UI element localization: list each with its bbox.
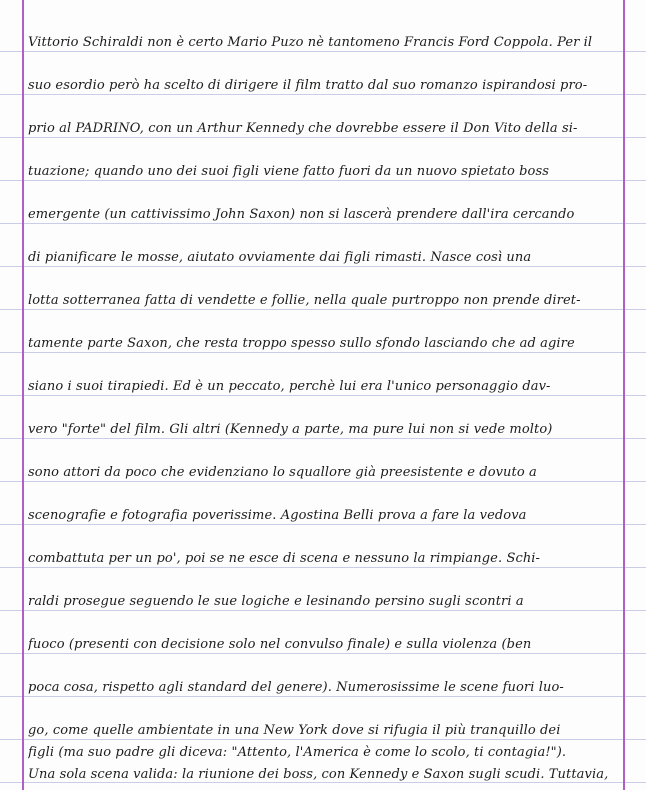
- text-line: di pianificare le mosse, aiutato ovviamente dai figli rimasti. Nasce così una: [28, 250, 532, 265]
- text-line: poca cosa, rispetto agli standard del genere). Numerosissime le scene fuori luo-: [28, 680, 564, 695]
- text-line: figli (ma suo padre gli diceva: "Attento, l'America è come lo scolo, ti contagia!").: [28, 745, 567, 760]
- text-line: fuoco (presenti con decisione solo nel convulso finale) e sulla violenza (ben: [28, 637, 532, 652]
- text-line: combattuta per un po', poi se ne esce di scena e nessuno la rimpiange. Schi-: [28, 551, 541, 566]
- text-line: lotta sotterranea fatta di vendette e follie, nella quale purtroppo non prende diret-: [28, 293, 581, 308]
- text-line: tuazione; quando uno dei suoi figli viene fatto fuori da un nuovo spietato boss: [28, 164, 549, 179]
- text-line: Vittorio Schiraldi non è certo Mario Puzo nè tantomeno Francis Ford Coppola. Per il: [28, 35, 593, 50]
- text-line: tamente parte Saxon, che resta troppo spesso sullo sfondo lasciando che ad agire: [28, 336, 575, 351]
- text-line: go, come quelle ambientate in una New York dove si rifugia il più tranquillo dei: [28, 723, 561, 738]
- right-margin-line: [623, 0, 625, 790]
- text-line: raldi prosegue seguendo le sue logiche e lesinando persino sugli scontri a: [28, 594, 524, 609]
- text-line: prio al PADRINO, con un Arthur Kennedy che dovrebbe essere il Don Vito della si-: [28, 121, 578, 136]
- text-line: vero "forte" del film. Gli altri (Kennedy a parte, ma pure lui non si vede molto): [28, 422, 553, 437]
- text-line: suo esordio però ha scelto di dirigere il film tratto dal suo romanzo ispirandosi pro-: [28, 78, 588, 93]
- text-line: siano i suoi tirapiedi. Ed è un peccato, perchè lui era l'unico personaggio dav-: [28, 379, 551, 394]
- text-line: scenografie e fotografia poverissime. Agostina Belli prova a fare la vedova: [28, 508, 527, 523]
- text-line: sono attori da poco che evidenziano lo squallore già preesistente e dovuto a: [28, 465, 537, 480]
- text-line: emergente (un cattivissimo John Saxon) non si lascerà prendere dall'ira cercando: [28, 207, 575, 222]
- left-margin-line: [22, 0, 24, 790]
- text-line: Una sola scena valida: la riunione dei boss, con Kennedy e Saxon sugli scudi. Tuttavia,: [28, 767, 609, 782]
